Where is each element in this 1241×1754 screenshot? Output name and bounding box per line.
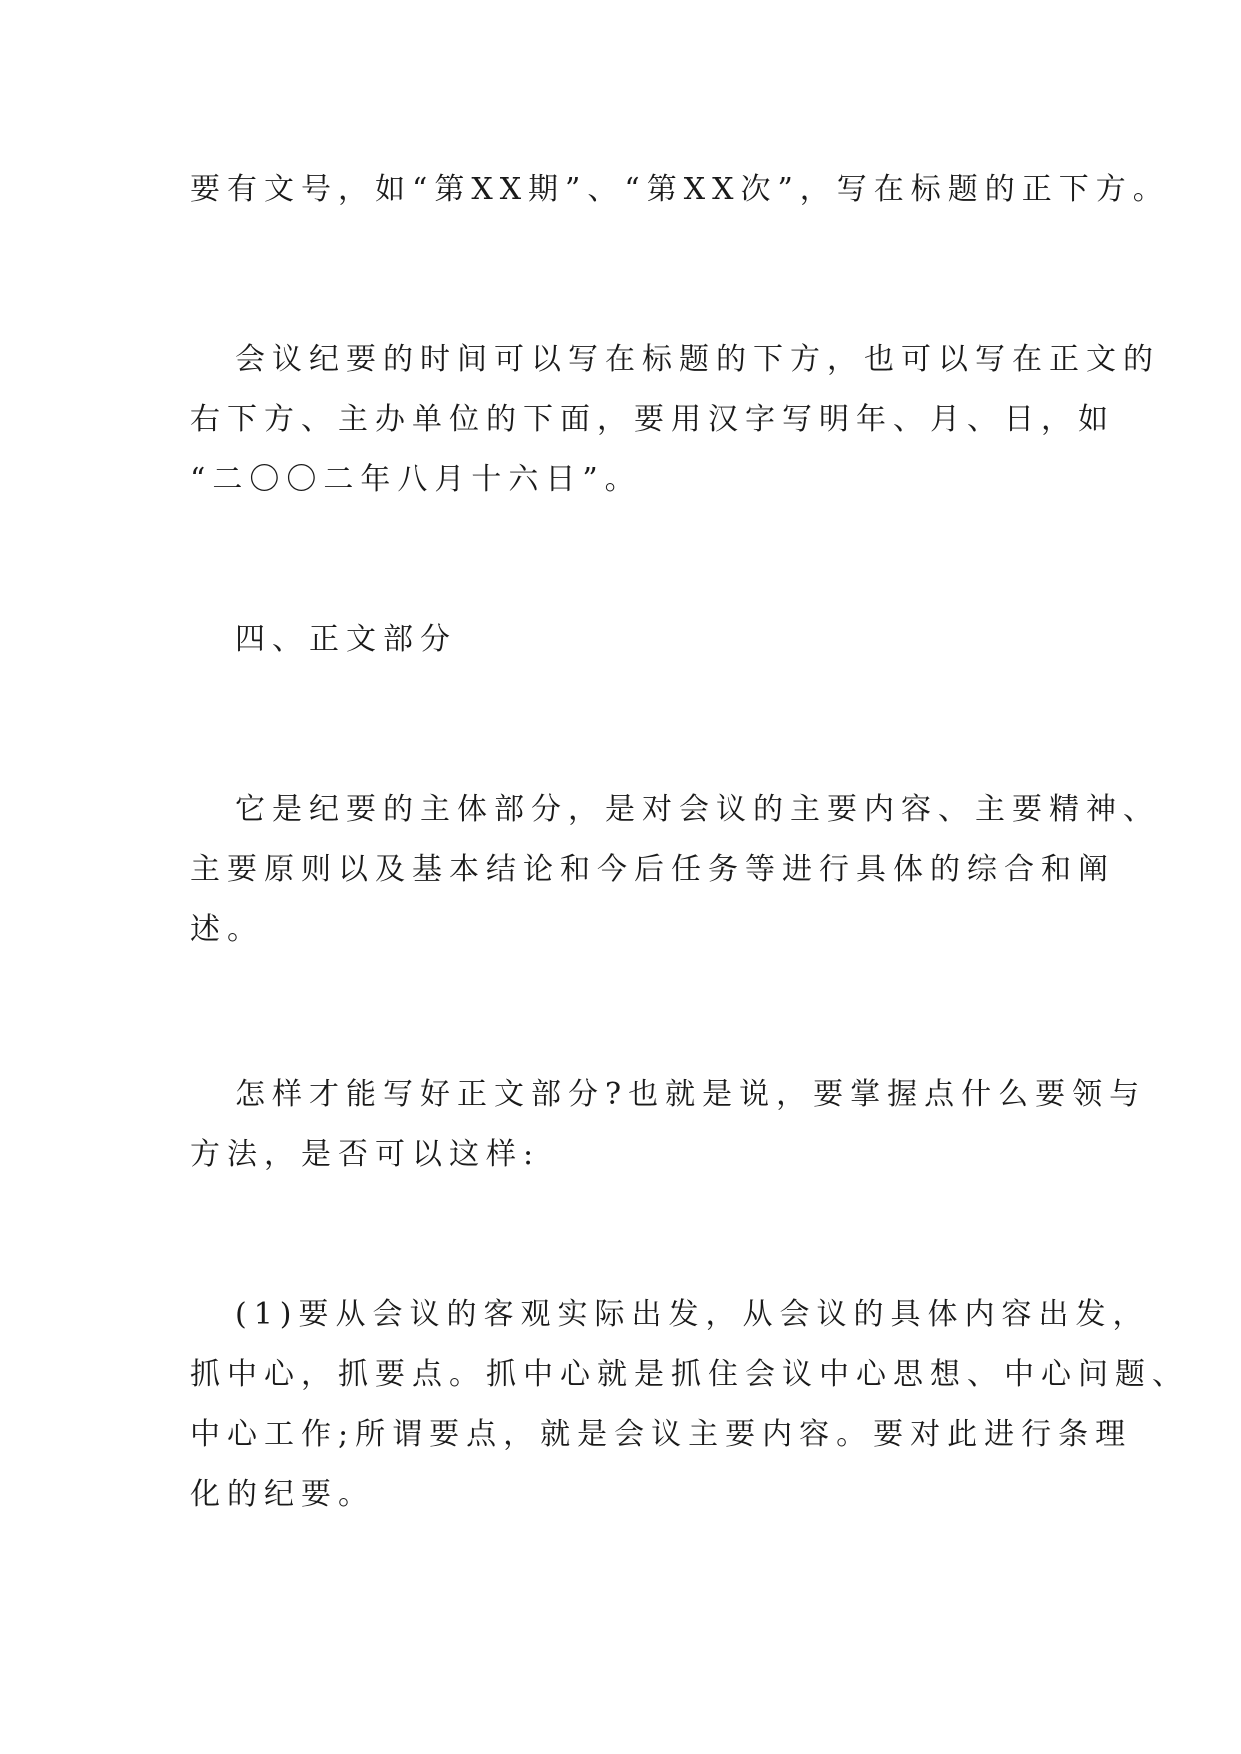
heading-text: 四、正文部分: [235, 622, 457, 657]
text-line: 中心工作;所谓要点，就是会议主要内容。要对此进行条理: [190, 1417, 1133, 1452]
text-line: “二〇〇二年八月十六日”。: [190, 462, 642, 497]
paragraph-point-1: [190, 1285, 1189, 1525]
text-line: (1)要从会议的客观实际出发，从会议的具体内容出发，: [235, 1297, 1150, 1332]
section-heading: [190, 610, 1070, 670]
text-line: 怎样才能写好正文部分?也就是说，要掌握点什么要领与: [235, 1077, 1147, 1112]
text-line: 述。: [190, 912, 264, 947]
paragraph-main-body: [190, 780, 1160, 960]
text-line: 主要原则以及基本结论和今后任务等进行具体的综合和阐: [190, 852, 1115, 887]
text-line: 它是纪要的主体部分，是对会议的主要内容、主要精神、: [235, 792, 1160, 827]
text-line: 右下方、主办单位的下面，要用汉字写明年、月、日，如: [190, 402, 1115, 437]
text-line: 化的纪要。: [190, 1477, 375, 1512]
paragraph-meeting-time: [190, 330, 1160, 510]
text-line: 要有文号，如“第XX期”、“第XX次”，写在标题的正下方。: [190, 172, 1170, 207]
text-line: 抓中心，抓要点。抓中心就是抓住会议中心思想、中心问题、: [190, 1357, 1189, 1392]
paragraph-document-number: [190, 160, 1170, 220]
text-line: 方法，是否可以这样:: [190, 1137, 541, 1172]
text-line: 会议纪要的时间可以写在标题的下方，也可以写在正文的: [235, 342, 1160, 377]
paragraph-how-to: [190, 1065, 1147, 1185]
